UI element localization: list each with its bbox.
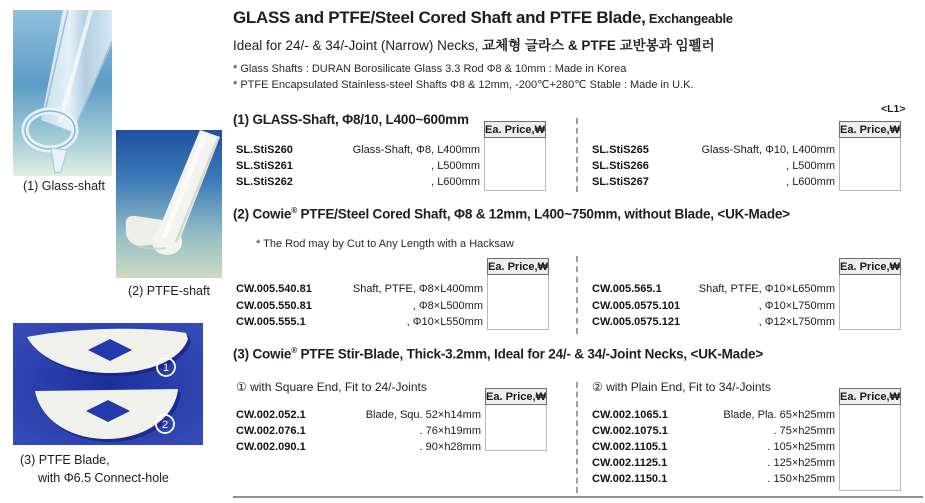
price-cell-s1-right: [839, 138, 901, 191]
page-title-main: GLASS and PTFE/Steel Cored Shaft and PTFE Blade,: [233, 8, 646, 27]
catalog-number: CW.002.076.1: [236, 425, 306, 437]
product-row: [592, 439, 835, 455]
product-row: [236, 158, 480, 174]
section1-heading: (1) GLASS-Shaft, Φ8/10, L400~600mm: [233, 112, 469, 127]
catalog-number: CW.002.1105.1: [592, 441, 668, 453]
price-column-header-s1-left: Ea. Price,₩: [484, 121, 546, 138]
product-table-s1-right: [592, 142, 835, 190]
section2-note: * The Rod may by Cut to Any Length with a Hacksaw: [256, 238, 514, 250]
product-row: [592, 471, 835, 487]
product-description: Blade, Squ. 52×h14mm: [365, 409, 481, 421]
registered-trademark-symbol: ®: [291, 346, 297, 355]
product-row: [592, 158, 835, 174]
catalog-number: CW.002.1075.1: [592, 425, 668, 437]
product-row: [236, 174, 480, 190]
catalog-number: SL.StiS260: [236, 144, 293, 156]
price-cell-s1-left: [484, 138, 546, 191]
section2-heading-pre: (2) Cowie: [233, 206, 292, 222]
page-subtitle-ko: 교체형 글라스 & PTFE 교반봉과 임펠러: [482, 38, 715, 53]
catalog-number: CW.005.555.1: [236, 316, 306, 328]
section3-subheading-plain-end: ② with Plain End, Fit to 34/-Joints: [592, 380, 771, 394]
page-title-suffix: Exchangeable: [645, 11, 733, 26]
section2-heading: [233, 206, 790, 222]
catalog-number: CW.005.540.81: [236, 283, 312, 295]
photo-caption-blade-line2: with Φ6.5 Connect-hole: [38, 471, 169, 485]
product-table-s3-right: [592, 407, 835, 487]
product-description: . 105×h25mm: [767, 441, 835, 453]
photo-ptfe-shaft: [116, 130, 222, 278]
ptfe-shaft-illustration: [116, 130, 222, 278]
product-row: [592, 298, 835, 315]
column-divider-s3: [576, 382, 578, 493]
catalog-number: CW.002.1150.1: [592, 473, 668, 485]
catalog-number: SL.StiS266: [592, 160, 649, 172]
product-description: , Φ10×L550mm: [406, 316, 483, 328]
product-description: . 90×h28mm: [419, 441, 481, 453]
product-row: [592, 142, 835, 158]
product-row: [236, 142, 480, 158]
product-row: [592, 407, 835, 423]
photo-caption-glass-shaft: (1) Glass-shaft: [23, 179, 105, 193]
product-table-s2-left: [236, 281, 483, 331]
price-column-header-s1-right: Ea. Price,₩: [839, 121, 901, 138]
product-table-s2-right: [592, 281, 835, 331]
product-table-s3-left: [236, 407, 481, 455]
product-description: Glass-Shaft, Φ10, L400mm: [701, 144, 835, 156]
product-description: , Φ10×L750mm: [758, 299, 835, 312]
product-description: . 150×h25mm: [767, 473, 835, 485]
page-subtitle-en: Ideal for 24/- & 34/-Joint (Narrow) Necks,: [233, 38, 483, 53]
catalog-number: SL.StiS261: [236, 160, 293, 172]
column-divider-s1: [576, 118, 578, 192]
product-description: , L600mm: [431, 176, 480, 188]
photo-ptfe-blades: [13, 323, 203, 445]
product-description: . 76×h19mm: [419, 425, 481, 437]
price-cell-s3-left: [485, 405, 547, 451]
page-ref-label: <L1>: [881, 103, 906, 115]
column-divider-s2: [576, 256, 578, 334]
page-title: [233, 8, 733, 28]
note-ptfe-shafts: * PTFE Encapsulated Stainless-steel Shafts Φ8 & 12mm, -200℃+280℃ Stable : Made in U.K.: [233, 79, 694, 91]
price-cell-s3-right: [839, 405, 901, 491]
registered-trademark-symbol: ®: [291, 206, 297, 215]
product-description: Shaft, PTFE, Φ10×L650mm: [698, 283, 835, 295]
product-description: Glass-Shaft, Φ8, L400mm: [352, 144, 480, 156]
price-column-header-s2-right: Ea. Price,₩: [839, 258, 901, 275]
page-subtitle: [233, 34, 715, 54]
product-description: , Φ12×L750mm: [758, 316, 835, 328]
section2-heading-post: PTFE/Steel Cored Shaft, Φ8 & 12mm, L400~750mm, without Blade, <UK-Made>: [296, 206, 790, 222]
product-row: [236, 281, 483, 298]
catalog-number: CW.005.565.1: [592, 283, 662, 295]
product-row: [592, 174, 835, 190]
product-row: [236, 407, 481, 423]
price-column-header-s3-right: Ea. Price,₩: [839, 388, 901, 405]
product-description: Shaft, PTFE, Φ8×L400mm: [352, 283, 483, 295]
product-description: , Φ8×L500mm: [412, 299, 483, 312]
product-description: Blade, Pla. 65×h25mm: [723, 409, 835, 421]
ptfe-blades-illustration: [13, 323, 203, 445]
product-row: [236, 298, 483, 315]
product-row: [592, 281, 835, 298]
catalog-number: SL.StiS267: [592, 176, 649, 188]
price-cell-s2-right: [839, 275, 901, 330]
blade-badge-1: 1: [162, 362, 170, 374]
product-row: [236, 314, 483, 331]
section3-heading: [233, 346, 763, 362]
catalog-number: CW.005.0575.101: [592, 299, 681, 312]
product-description: . 75×h25mm: [773, 425, 835, 437]
glass-shaft-illustration: [13, 10, 112, 176]
product-row: [592, 455, 835, 471]
catalog-number: CW.002.1065.1: [592, 409, 668, 421]
section3-subheading-square-end: ① with Square End, Fit to 24/-Joints: [236, 380, 427, 394]
catalog-number: SL.StiS265: [592, 144, 649, 156]
product-description: , L500mm: [786, 160, 835, 172]
catalog-number: SL.StiS262: [236, 176, 293, 188]
product-row: [592, 423, 835, 439]
section3-heading-post: PTFE Stir-Blade, Thick-3.2mm, Ideal for 24/- & 34/-Joint Necks, <UK-Made>: [296, 346, 764, 362]
photo-caption-blade-line1: (3) PTFE Blade,: [20, 453, 110, 467]
product-description: , L600mm: [786, 176, 835, 188]
product-description: , L500mm: [431, 160, 480, 172]
product-row: [592, 314, 835, 331]
price-cell-s2-left: [487, 275, 549, 330]
product-row: [236, 439, 481, 455]
catalog-number: CW.002.1125.1: [592, 457, 668, 469]
section3-heading-pre: (3) Cowie: [233, 346, 292, 362]
note-glass-shafts: * Glass Shafts : DURAN Borosilicate Glass 3.3 Rod Φ8 & 10mm : Made in Korea: [233, 63, 627, 75]
catalog-number: CW.002.052.1: [236, 409, 306, 421]
catalog-number: CW.002.090.1: [236, 441, 306, 453]
photo-glass-shaft: [13, 10, 112, 176]
photo-caption-ptfe-shaft: (2) PTFE-shaft: [128, 284, 210, 298]
product-row: [236, 423, 481, 439]
blade-badge-2: 2: [161, 419, 169, 431]
product-table-s1-left: [236, 142, 480, 190]
bottom-rule: [233, 496, 923, 498]
catalog-number: CW.005.550.81: [236, 299, 312, 312]
catalog-number: CW.005.0575.121: [592, 316, 681, 328]
price-column-header-s2-left: Ea. Price,₩: [487, 258, 549, 275]
product-description: . 125×h25mm: [767, 457, 835, 469]
price-column-header-s3-left: Ea. Price,₩: [485, 388, 547, 405]
